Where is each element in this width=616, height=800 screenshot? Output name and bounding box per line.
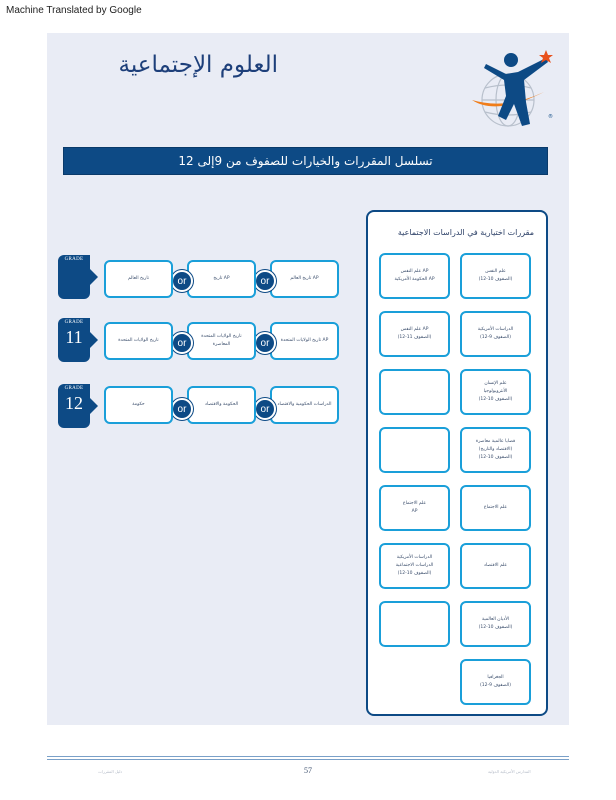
elective-course-box: [460, 543, 531, 589]
or-badge: or: [171, 270, 193, 292]
page-title: العلوم الإجتماعية: [118, 52, 278, 78]
elective-course-line: (الصفوف 10-12): [478, 455, 513, 460]
elective-course-line: علم النفس: [485, 269, 506, 274]
course-option: الحكومة والاقتصاد: [187, 386, 256, 424]
course-option: الدراسات الحكومية والاقتصاد: [270, 386, 339, 424]
elective-course-box: [379, 369, 450, 415]
elective-course-line: علم الاجتماع: [402, 501, 427, 506]
grade-badge-12: [58, 384, 90, 428]
elective-course-line: علم الاقتصاد: [483, 563, 508, 568]
sequence-banner: تسلسل المقررات والخيارات للصفوف من 9إلى 12: [63, 147, 548, 175]
or-badge: or: [254, 332, 276, 354]
elective-course-box: [460, 485, 531, 531]
elective-course-line: (الصفوف 10-12): [478, 625, 513, 630]
course-option: حكومة: [104, 386, 173, 424]
grade-number: 12: [65, 393, 83, 413]
course-option: تاريخ الولايات المتحدة المعاصرة: [187, 322, 256, 360]
elective-course-line: (الصفوف 10-12): [397, 571, 432, 576]
elective-course-line: (الاقتصاد والتاريخ): [478, 447, 513, 452]
elective-course-line: (الصفوف 10-12): [478, 397, 513, 402]
elective-course-box: [460, 601, 531, 647]
footer-rule: [47, 756, 569, 757]
elective-course-line: الدراسات الأمريكية: [477, 327, 514, 332]
elective-course-line: الدراسات الاجتماعية: [395, 563, 434, 568]
grade-word: GRADE: [64, 320, 84, 325]
grade-badge-9-10: [58, 255, 90, 299]
elective-course-box: [460, 427, 531, 473]
elective-course-line: الجغرافيا: [487, 675, 504, 680]
course-option: AP تاريخ الولايات المتحدة: [270, 322, 339, 360]
grade-badge-11: [58, 318, 90, 362]
elective-course-line: قضايا عالمية معاصرة: [475, 439, 516, 444]
svg-text:®: ®: [548, 114, 553, 120]
course-option: تاريخ العالم: [104, 260, 173, 298]
grade-number: 11: [65, 327, 83, 347]
footer-left-text: دليل المقررات: [98, 769, 123, 774]
elective-course-line: (الصفوف 10-12): [478, 277, 513, 282]
elective-course-line: علم الاجتماع: [483, 505, 508, 510]
course-option: AP تاريخ: [187, 260, 256, 298]
elective-course-box: [379, 485, 450, 531]
elective-course-box: [379, 427, 450, 473]
elective-course-box: [460, 659, 531, 705]
elective-course-box: [460, 311, 531, 357]
or-badge: or: [171, 398, 193, 420]
course-option: AP تاريخ العالم: [270, 260, 339, 298]
elective-course-box: [379, 601, 450, 647]
page-number: 57: [304, 766, 312, 775]
elective-course-line: AP علم النفس: [400, 327, 429, 332]
elective-course-box: [379, 311, 450, 357]
elective-course-line: AP: [411, 509, 418, 514]
footer-right-text: المدارس الأمريكية الدولية: [488, 769, 531, 774]
school-logo: [466, 44, 558, 136]
elective-course-line: الأديان العالمية: [481, 617, 510, 622]
elective-course-box: [460, 369, 531, 415]
elective-course-line: الأنثروبولوجيا: [483, 389, 508, 394]
footer-rule: [47, 759, 569, 760]
elective-course-box: [379, 543, 450, 589]
elective-course-line: AP الحكومة الأمريكية: [394, 277, 435, 282]
or-badge: or: [254, 270, 276, 292]
elective-course-box: [379, 253, 450, 299]
elective-course-box: [460, 253, 531, 299]
course-option: تاريخ الولايات المتحدة: [104, 322, 173, 360]
elective-course-line: (الصفوف 11-12): [397, 335, 432, 340]
elective-course-line: (الصفوف 9-12): [480, 335, 511, 340]
elective-course-line: علم الإنسان: [484, 381, 507, 386]
or-badge: or: [171, 332, 193, 354]
electives-title: مقررات اختيارية في الدراسات الاجتماعية: [397, 228, 534, 237]
machine-translation-watermark: Machine Translated by Google: [6, 5, 142, 16]
elective-course-line: (الصفوف 9-12): [480, 683, 511, 688]
elective-course-box: [379, 659, 450, 705]
grade-word: GRADE: [64, 386, 84, 391]
or-badge: or: [254, 398, 276, 420]
elective-course-line: الدراسات الأمريكية: [396, 555, 433, 560]
grade-word: GRADE: [64, 257, 84, 262]
elective-course-line: AP علم النفس: [400, 269, 429, 274]
